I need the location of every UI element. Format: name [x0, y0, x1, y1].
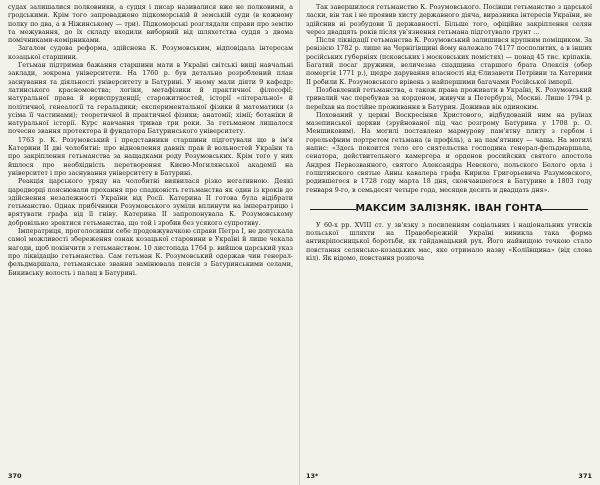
left-paragraph-5: Реакція царського уряду на чолобитні виявилася різко негативною. Деякі царедворці пояснювали прохання про спадковість гетьманства як один із кроків до здійснення незалежності України від Росії. Катерина ІІ готова була відібрати гетьманство. Однак прибічники Розумовського зуміли вплинути на імператрицю і врятувати графа від її гніву. Катерина ІІ запропонувала К. Розумовському добровільно зректися гетьманства, що той і зробив без усякого супротиву. — [8, 178, 293, 227]
right-page-number: 371 — [578, 472, 592, 480]
left-page-number: 370 — [8, 472, 22, 480]
left-paragraph-2: Загалом судова реформа, здійснена К. Розумовським, відповідала інтересам козацької старшини. — [8, 45, 293, 61]
section-heading: МАКСИМ ЗАЛІЗНЯК. ІВАН ГОНТА — [306, 203, 592, 214]
right-paragraph-5: У 60-х рр. XVIII ст. у зв'язку з посиленням соціальних і національних утисків польської шляхти на Правобережній Україні виникла така форма антикріпосницької боротьби, як гайдамацький рух. Його найвищою точкою стало повстання селянсько-козацьких мас, яке отримало назву «Коліївщина» (від слова кіл). Як відомо, повстання розпоча — [306, 221, 592, 263]
right-paragraph-4: Похований у церкві Воскресіння Христового, відбудованій ним на руїнах мазепинської церкви (зруйнованої під час розгрому Батурина у 1708 р. О. Меншиковим). На могилі поставлено мармурову пам'ятну плиту з гербом і горельєфним портретом гетьмана (в профіль), а на пам'ятнику — чаша. На могилі напис: «Здесь покоится тело его сиятельства господина генерал-фельдмаршала, сенатора, действительного камергера и орденов российских святого апостола Андрея Первозванного, святого Александра Невского, польского Белого орла і голштинского святые Анны кавалера графа Кирила Григорьевича Разумовского, родившегося в 1728 году марта 18 дня, скончавшегося в Батурине в 1803 году генваря 9-го, в семьдесят четыре года, месяцев десять и двадцать дня». — [306, 111, 592, 194]
right-page — [300, 0, 600, 485]
right-paragraph-1: Так завершилося гетьманство К. Розумовського. Посівши гетьманство з царської ласки, він так і не проявив хисту державного діяча, виразника інтересів України, не здійснив ні розбудови її державності. Більше того, офіційне закріплення селян через двадцять років після ув'язнення гетьмана підготувало ґрунт ... — [306, 4, 592, 36]
left-paragraph-4: 1763 р. К. Розумовський і представники старшини підготували ще в ім'я Катерини ІІ дві чолобитні: про відновлення давніх прав й вольностей України та про закріплення гетьманства за нащадками роду Розумовських. Крім того у них йшлося про необхідність перетворення Києво-Могилянської академії на університет і про заснування університету в Батурині. — [8, 136, 293, 177]
left-paragraph-1: судах залишалися полковники, а судця і писар називалися вже не полковими, а гродськими. Крім того запроваджено підкоморській й земській суди (в кожному полку по два, а в Ніжинському — три). Підкоморські розглядали справи про землю та межування, до їх складу входили виборний від шляхетства суддя з двома помічниками-комірниками. — [8, 4, 293, 45]
left-paragraph-6: Імператриця, проголосивши себе продовжувачкою справи Петра І, не допускала самої можливості збереження ознак козацької старовини в Україні й лише чекала нагоди, щоб покінчити з гетьманством. 10 листопада 1764 р. вийшов царський указ про ліквідацію гетьманства. Сам гетьман К. Розумовський одержав чин генерал-фельдмаршала, гетьманське звання замінювала пенсія з Батуринськими селами, Бикивську волость і палац в Батурині. — [8, 228, 293, 277]
right-paragraph-2: Після ліквідації гетьманства К. Розумовський залишився крупним поміщиком. За ревізією 1782 р. лише на Чернігівщині йому належало 74177 посполитих, а в інших російських губерніях (псковських і московських помістях) — понад 45 тис. кріпаків. Багатий посаг дружини, величезна спадщина старшого брата Олексія (обер помергія 1771 р.), щедре дарування власності від Єлизавети Петрівни та Катерини ІІ робили К. Розумовського врівень з найпершими багачами Російської імперії. — [306, 37, 592, 86]
left-paragraph-3: Гетьман підтримав бажання старшини мати в Україні світські вищі навчальні заклади, зокрема університети. На 1760 р. був детально розроблений план заснування та діяльності університету в Батурині. У ньому мали діяти 9 кафедр: латинського красномовства; логіки, метафізики й практичної філософії; натуральної права й юриспруденції; старожитностей, історії «літеральної» й політичної, генеалогії та геральдики; експериментальної фізики й математики (з усіма її частинами); теоретичної й практичної фізики; анатомії; хімії; ботаніки й натуральної історії. Курс навчання тривав три роки. За гетьманом лишалося почесне звання протектора й фундатора Батуринського університету. — [8, 62, 293, 136]
right-paragraph-3: Позбавлений гетьманства, а також права проживати в Україні, К. Розумовський тривалий час перебував за кордоном, живучи в Петербурзі, Москві. Лише 1794 р. переїхав на постійне проживання в Батурин. Доживав вік одиноким. — [306, 86, 592, 111]
signature-mark: 13* — [306, 472, 319, 480]
